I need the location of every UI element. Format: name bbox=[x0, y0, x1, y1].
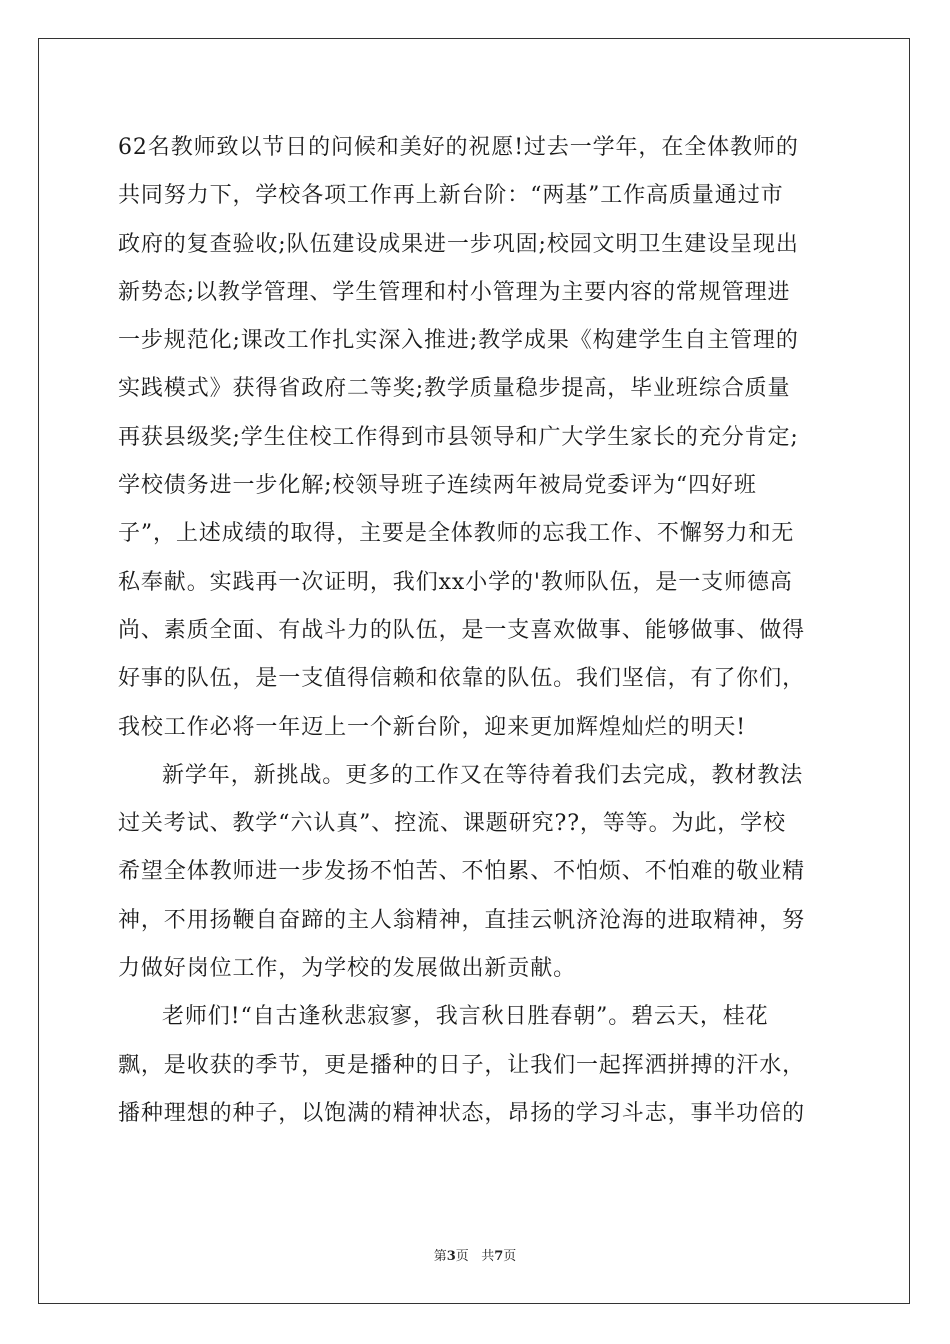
text-line: 学校债务进一步化解;校领导班子连续两年被局党委评为“四好班 bbox=[118, 473, 757, 499]
text-line: 好事的队伍，是一支值得信赖和依靠的队伍。我们坚信，有了你们， bbox=[118, 666, 806, 692]
paragraph-first-line: 新学年，新挑战。更多的工作又在等待着我们去完成，教材教法 bbox=[162, 762, 804, 788]
text-line: 一步规范化;课改工作扎实深入推进;教学成果《构建学生自主管理的 bbox=[118, 328, 799, 354]
total-suffix: 页 bbox=[503, 1249, 517, 1264]
text-line: 子”，上述成绩的取得，主要是全体教师的忘我工作、不懈努力和无 bbox=[118, 521, 795, 547]
text-line: 实践模式》获得省政府二等奖;教学质量稳步提高，毕业班综合质量 bbox=[118, 376, 791, 402]
text-line: 希望全体教师进一步发扬不怕苦、不怕累、不怕烦、不怕难的敬业精 bbox=[118, 859, 806, 885]
text-line: 再获县级奖;学生住校工作得到市县领导和广大学生家长的充分肯定; bbox=[118, 424, 799, 450]
text-line: 飘，是收获的季节，更是播种的日子，让我们一起挥洒拼搏的汗水， bbox=[118, 1052, 806, 1078]
text-line: 过关考试、教学“六认真”、控流、课题研究??，等等。为此，学校 bbox=[118, 811, 786, 837]
total-prefix: 共 bbox=[481, 1249, 495, 1264]
paragraph-first-line: 老师们!“自古逢秋悲寂寥，我言秋日胜春朝”。碧云天，桂花 bbox=[162, 1004, 769, 1030]
document-body bbox=[118, 124, 833, 1138]
text-line: 神，不用扬鞭自奋蹄的主人翁精神，直挂云帆济沧海的进取精神，努 bbox=[118, 907, 806, 933]
text-line: 私奉献。实践再一次证明，我们xx小学的'教师队伍，是一支师德高 bbox=[118, 569, 793, 595]
text-line: 共同努力下，学校各项工作再上新台阶：“两基”工作高质量通过市 bbox=[118, 183, 784, 209]
page-number: 3 bbox=[446, 1249, 456, 1264]
text-line: 政府的复查验收;队伍建设成果进一步巩固;校园文明卫生建设呈现出 bbox=[118, 231, 799, 257]
page-prefix: 第 bbox=[433, 1249, 447, 1264]
text-line: 力做好岗位工作，为学校的发展做出新贡献。 bbox=[118, 956, 577, 982]
page-footer bbox=[0, 1245, 950, 1264]
total-pages: 7 bbox=[494, 1249, 504, 1264]
text-line: 62名教师致以节日的问候和美好的祝愿!过去一学年，在全体教师的 bbox=[118, 135, 799, 160]
text-line: 播种理想的种子，以饱满的精神状态，昂扬的学习斗志，事半功倍的 bbox=[118, 1100, 806, 1126]
text-line: 我校工作必将一年迈上一个新台阶，迎来更加辉煌灿烂的明天! bbox=[118, 714, 747, 740]
text-line: 新势态;以教学管理、学生管理和村小管理为主要内容的常规管理进 bbox=[118, 279, 791, 305]
text-line: 尚、素质全面、有战斗力的队伍，是一支喜欢做事、能够做事、做得 bbox=[118, 617, 806, 643]
page-suffix: 页 bbox=[455, 1249, 469, 1264]
